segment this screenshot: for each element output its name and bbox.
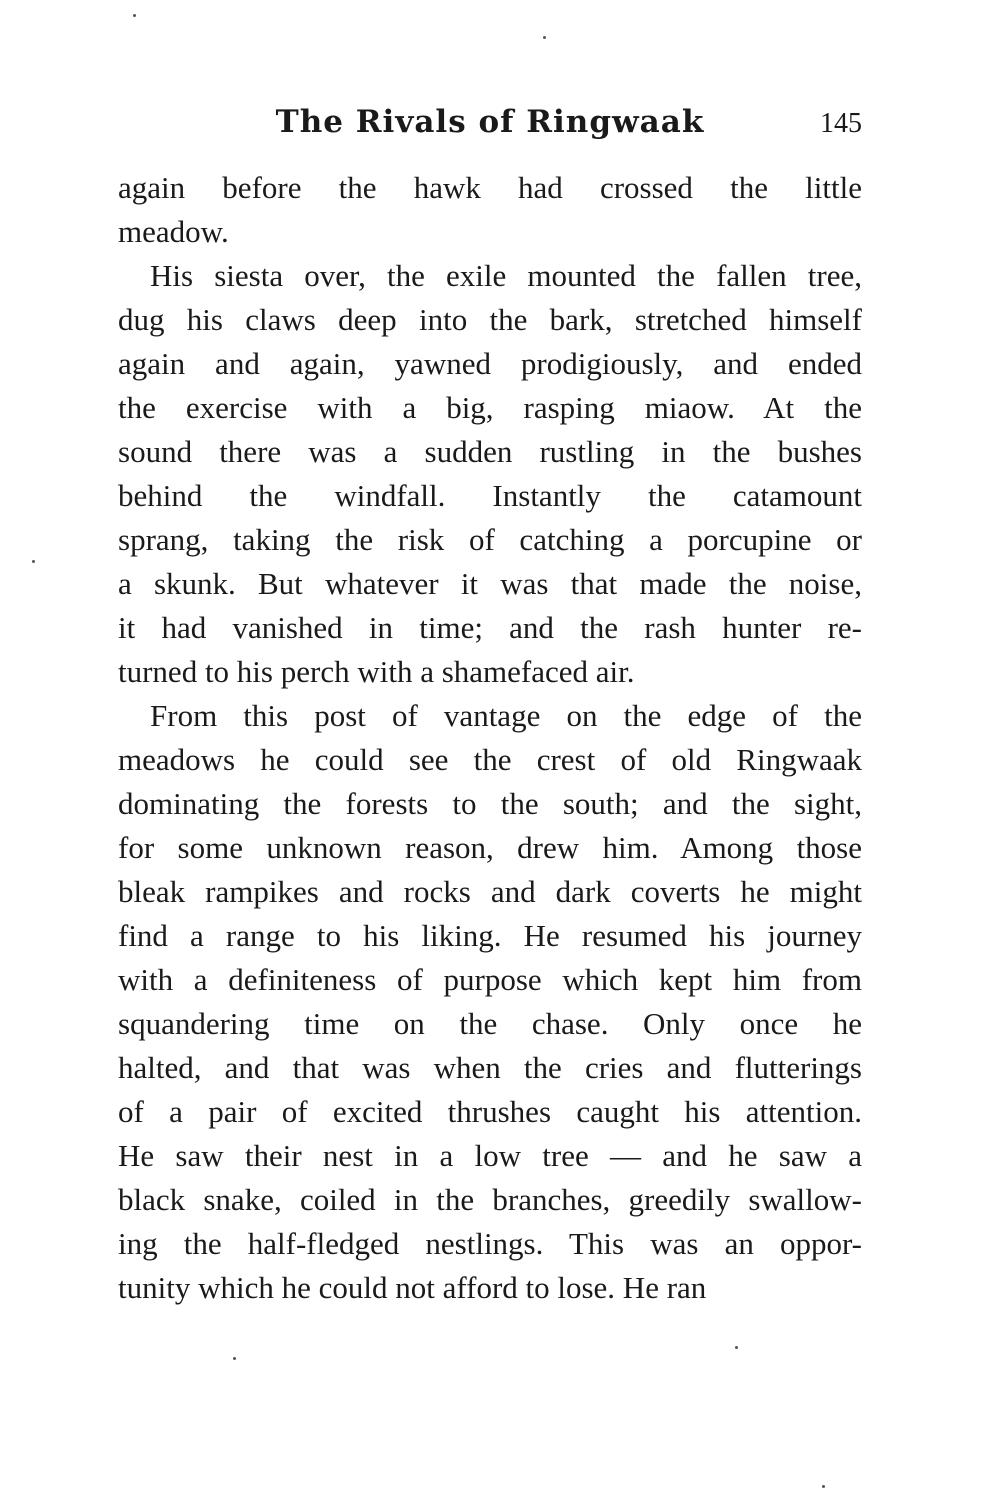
text-line: behind the windfall. Instantly the catamount (118, 478, 862, 513)
body-text (118, 166, 862, 1310)
text-line: the exercise with a big, rasping miaow. At the (118, 390, 862, 425)
text-line: halted, and that was when the cries and flutterings (118, 1050, 862, 1085)
text-line: bleak rampikes and rocks and dark coverts he might (118, 874, 862, 909)
text-line: He saw their nest in a low tree — and he saw a (118, 1138, 862, 1173)
text-line: sound there was a sudden rustling in the bushes (118, 434, 862, 469)
text-line: of a pair of excited thrushes caught his attention. (118, 1094, 862, 1129)
text-line: sprang, taking the risk of catching a porcupine or (118, 522, 862, 557)
text-line: dug his claws deep into the bark, stretched himself (118, 302, 862, 337)
text-line: it had vanished in time; and the rash hunter re- (118, 610, 862, 645)
text-line: for some unknown reason, drew him. Among those (118, 830, 862, 865)
text-line: squandering time on the chase. Only once he (118, 1006, 862, 1041)
text-line: black snake, coiled in the branches, greedily swallow- (118, 1182, 862, 1217)
paragraph (118, 166, 862, 254)
text-line: tunity which he could not afford to lose. He ran (118, 1270, 707, 1305)
running-head (118, 98, 862, 146)
scan-speck (822, 1485, 825, 1488)
text-line: His siesta over, the exile mounted the fallen tree, (150, 258, 862, 293)
text-line: a skunk. But whatever it was that made the noise, (118, 566, 862, 601)
page-number: 145 (820, 108, 862, 139)
scan-speck (133, 14, 136, 17)
text-line: find a range to his liking. He resumed his journey (118, 918, 862, 953)
text-line: dominating the forests to the south; and the sight, (118, 786, 862, 821)
text-line: again before the hawk had crossed the little (118, 170, 862, 205)
text-line: turned to his perch with a shamefaced air. (118, 654, 635, 689)
text-line: From this post of vantage on the edge of the (150, 698, 862, 733)
text-line: meadow. (118, 214, 229, 249)
scan-speck (735, 1346, 738, 1349)
paragraph (118, 694, 862, 1310)
text-line: ing the half-fledged nestlings. This was an oppor- (118, 1226, 862, 1261)
scan-speck (543, 36, 546, 39)
scan-speck (32, 560, 35, 563)
text-line: meadows he could see the crest of old Ringwaak (118, 742, 862, 777)
scan-speck (233, 1357, 236, 1360)
text-line: with a definiteness of purpose which kept him from (118, 962, 862, 997)
text-line: again and again, yawned prodigiously, and ended (118, 346, 862, 381)
running-title: The Rivals of Ringwaak (275, 104, 705, 140)
paragraph (118, 254, 862, 694)
